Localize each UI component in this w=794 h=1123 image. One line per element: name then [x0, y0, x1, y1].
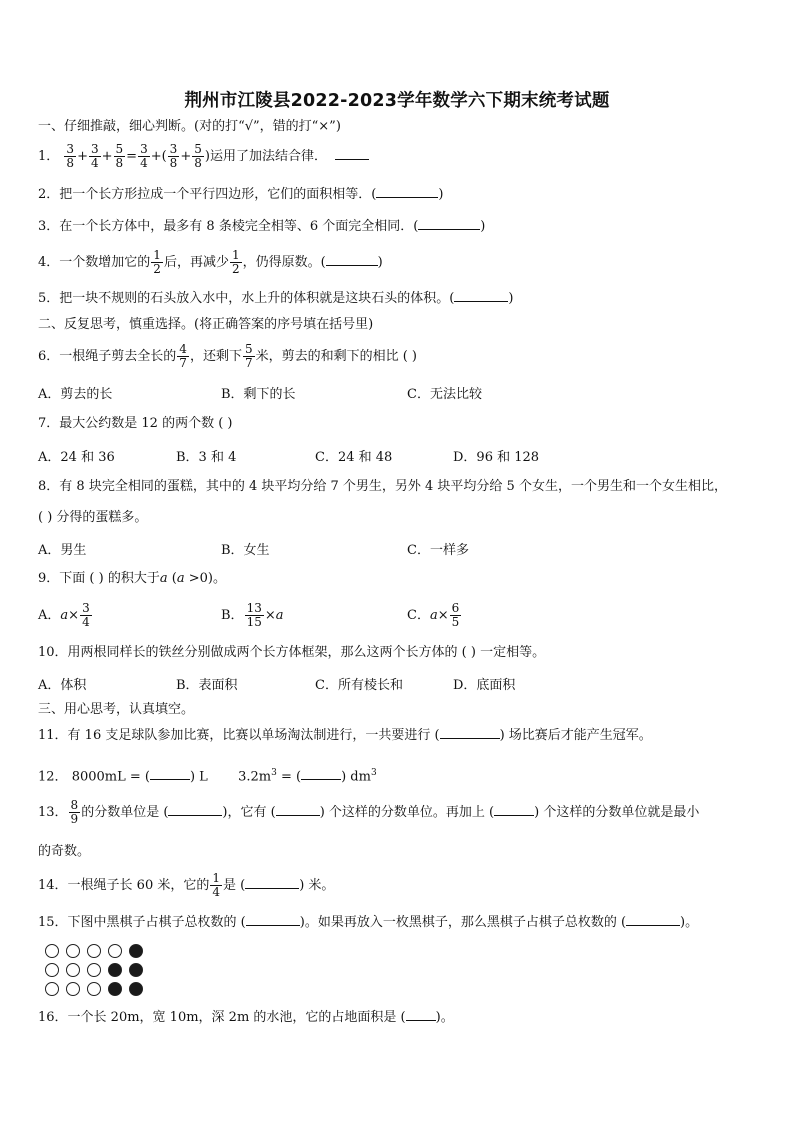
question-number: 16． — [38, 1010, 68, 1025]
option-c[interactable]: C．a× $\frac{6}{5}$ — [407, 601, 460, 629]
question-text: 下图中黑棋子占棋子总枚数的 ( — [67, 915, 246, 930]
question-number: 4． — [38, 255, 60, 270]
question-number: 1． — [38, 149, 60, 164]
question-9: 9．下面 ( ) 的积大于a (a >0)。 — [38, 571, 226, 586]
fraction: $\frac{6}{5}$ — [451, 601, 460, 629]
option-b[interactable]: B．表面积 — [176, 678, 238, 693]
answer-blank[interactable] — [335, 147, 369, 160]
fraction: $\frac{3}{4}$ — [82, 601, 90, 629]
answer-blank[interactable] — [245, 876, 299, 889]
answer-blank[interactable] — [418, 217, 480, 230]
stone-row — [45, 944, 150, 963]
question-number: 11． — [38, 728, 68, 743]
answer-blank[interactable] — [494, 803, 534, 816]
answer-blank[interactable] — [246, 913, 300, 926]
white-stone — [66, 982, 80, 996]
option-a[interactable]: A．a× $\frac{3}{4}$ — [38, 601, 90, 629]
option-a[interactable]: A．24 和 36 — [38, 450, 115, 465]
option-b[interactable]: B．女生 — [221, 543, 270, 558]
section-heading-3: 三、用心思考，认真填空。 — [38, 702, 195, 717]
question-number: 7． — [38, 416, 60, 431]
white-stone — [108, 944, 122, 958]
option-b[interactable]: B． $\frac{13}{15}$ ×a — [221, 601, 284, 629]
question-4: 4．一个数增加它的 $\frac{1}{2}$ 后，再减少 $\frac{1}{2}$ ，仍得原数。( ) — [38, 248, 383, 276]
question-text: 有 16 支足球队参加比赛，比赛以单场淘汰制进行，一共要进行 ( — [67, 728, 440, 743]
black-stone — [129, 982, 143, 996]
question-13: 13． $\frac{8}{9}$ 的分数单位是 ( )，它有 ( ) 个这样的分数单位。再加上 ( ) 个这样的分数单位就是最小 — [38, 798, 700, 826]
question-14: 14．一根绳子长 60 米，它的 $\frac{1}{4}$ 是 ( ) 米。 — [38, 871, 335, 899]
answer-blank[interactable] — [168, 803, 222, 816]
fraction: $\frac{1}{2}$ — [231, 248, 240, 276]
question-text: 一个长 20m，宽 10m，深 2m 的水池，它的占地面积是 ( — [67, 1010, 406, 1025]
question-number: 12． — [38, 769, 68, 785]
question-number: 3． — [38, 219, 60, 234]
answer-blank[interactable] — [276, 803, 320, 816]
question-number: 2． — [38, 187, 60, 202]
option-c[interactable]: C．无法比较 — [407, 387, 482, 402]
option-c[interactable]: C．24 和 48 — [315, 450, 393, 465]
white-stone — [45, 944, 59, 958]
question-text: 运用了加法结合律． — [209, 149, 327, 164]
stone-row — [45, 963, 150, 982]
option-d[interactable]: D．96 和 128 — [453, 450, 540, 465]
white-stone — [45, 963, 59, 977]
question-3: 3．在一个长方体中，最多有 8 条棱完全相等、6 个面完全相同．( ) — [38, 219, 486, 234]
option-b[interactable]: B．剩下的长 — [221, 387, 296, 402]
answer-blank[interactable] — [376, 185, 438, 198]
question-8-continued: ( ) 分得的蛋糕多。 — [38, 510, 148, 525]
question-number: 8． — [38, 479, 60, 494]
option-d[interactable]: D．底面积 — [453, 678, 516, 693]
fraction: $\frac{13}{15}$ — [246, 601, 262, 629]
question-12: 12． 8000mL = ( ) L $3.2m^3$ = ( ) $dm^3$ — [38, 768, 377, 785]
question-number: 9． — [38, 571, 60, 586]
option-b[interactable]: B．3 和 4 — [176, 450, 237, 465]
question-7 — [38, 414, 756, 434]
black-stone — [108, 982, 122, 996]
question-number: 10． — [38, 645, 68, 660]
answer-blank[interactable] — [326, 253, 378, 266]
option-c[interactable]: C．一样多 — [407, 543, 469, 558]
option-a[interactable]: A．男生 — [38, 543, 87, 558]
question-number: 14． — [38, 878, 68, 893]
question-13-continued: 的奇数。 — [38, 844, 91, 859]
question-number: 6． — [38, 349, 60, 364]
answer-blank[interactable] — [150, 767, 190, 780]
option-c[interactable]: C．所有棱长和 — [315, 678, 403, 693]
question-8 — [38, 477, 756, 497]
question-text: 最大公约数是 12 的两个数 ( ) — [59, 416, 233, 431]
question-10 — [38, 643, 756, 663]
answer-blank[interactable] — [626, 913, 680, 926]
chess-pieces-figure — [45, 944, 150, 1001]
question-number: 15． — [38, 915, 68, 930]
fraction: $\frac{4}{7}$ — [179, 342, 187, 370]
fraction: $\frac{5}{7}$ — [244, 342, 253, 370]
black-stone — [129, 944, 143, 958]
black-stone — [108, 963, 122, 977]
section-heading-1: 一、仔细推敲，细心判断。(对的打“√”，错的打“×”) — [38, 119, 341, 134]
fraction: $\frac{3}{4}$ — [90, 142, 99, 170]
question-number: 5． — [38, 291, 60, 306]
question-11: 11．有 16 支足球队参加比赛，比赛以单场淘汰制进行，一共要进行 ( ) 场比赛后才能产生冠军。 — [38, 728, 652, 743]
fraction: $\frac{1}{2}$ — [153, 248, 161, 276]
page-title: 荆州市江陵县2022-2023学年数学六下期末统考试题 — [184, 91, 610, 111]
question-text: 在一个长方体中，最多有 8 条棱完全相等、6 个面完全相同．( — [59, 219, 419, 234]
answer-blank[interactable] — [440, 726, 500, 739]
white-stone — [87, 944, 101, 958]
question-text: 把一个长方形拉成一个平行四边形，它们的面积相等．( — [59, 187, 377, 202]
question-text: 有 8 块完全相同的蛋糕，其中的 4 块平均分给 7 个男生，另外 4 块平均分给 5 个女生，一个男生和一个女生相比， — [59, 479, 727, 494]
fraction: $\frac{3}{4}$ — [140, 142, 148, 170]
fraction: $\frac{1}{4}$ — [212, 871, 220, 899]
fraction: $\frac{3}{8}$ — [169, 142, 178, 170]
fraction: $\frac{5}{8}$ — [115, 142, 124, 170]
fraction: $\frac{3}{8}$ — [66, 142, 75, 170]
white-stone — [87, 982, 101, 996]
answer-blank[interactable] — [454, 289, 508, 302]
question-text: 把一块不规则的石头放入水中，水上升的体积就是这块石头的体积。( — [59, 291, 455, 306]
fraction: $\frac{5}{8}$ — [194, 142, 202, 170]
option-a[interactable]: A．体积 — [38, 678, 87, 693]
question-number: 13． — [38, 805, 68, 820]
white-stone — [66, 944, 80, 958]
answer-blank[interactable] — [301, 767, 341, 780]
option-a[interactable]: A．剪去的长 — [38, 387, 113, 402]
section-heading-2: 二、反复思考，慎重选择。(将正确答案的序号填在括号里) — [38, 317, 374, 332]
white-stone — [45, 982, 59, 996]
fraction: $\frac{8}{9}$ — [70, 798, 79, 826]
stone-row — [45, 982, 150, 1001]
black-stone — [129, 963, 143, 977]
question-5: 5．把一块不规则的石头放入水中，水上升的体积就是这块石头的体积。( ) — [38, 291, 514, 306]
question-6: 6．一根绳子剪去全长的 $\frac{4}{7}$ ，还剩下 $\frac{5}{7}$ 米，剪去的和剩下的相比 ( ) — [38, 342, 418, 370]
question-1: 1． $\frac{3}{8}$ + $\frac{3}{4}$ + $\frac{5}{8}$ = $\frac{3}{4}$ +( $\frac{3}{8}$ + $\frac{5}{8}$ )运用了加法结合律． — [38, 137, 756, 177]
answer-blank[interactable] — [406, 1008, 436, 1021]
white-stone — [66, 963, 80, 977]
question-2: 2．把一个长方形拉成一个平行四边形，它们的面积相等．( ) — [38, 187, 444, 202]
question-15: 15．下图中黑棋子占棋子总枚数的 ( )。如果再放入一枚黑棋子，那么黑棋子占棋子总枚数的 ( )。 — [38, 915, 699, 930]
question-text: 用两根同样长的铁丝分别做成两个长方体框架，那么这两个长方体的 ( ) 一定相等。 — [67, 645, 546, 660]
question-16: 16．一个长 20m，宽 10m，深 2m 的水池，它的占地面积是 ( )。 — [38, 1010, 454, 1025]
white-stone — [87, 963, 101, 977]
